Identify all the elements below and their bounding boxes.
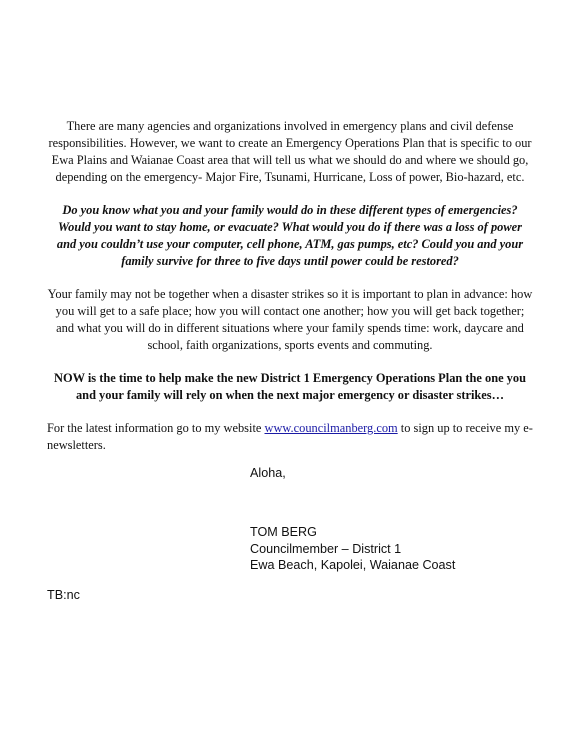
closing-salutation: Aloha, <box>250 466 286 480</box>
letter-body <box>47 118 533 454</box>
signer-title: Councilmember – District 1 <box>250 541 402 556</box>
signer-name: TOM BERG <box>250 525 317 539</box>
signature-block <box>250 524 455 574</box>
intro-paragraph: There are many agencies and organizations involved in emergency plans and civil defense responsibilities. However, we want to create an Emergency Operations Plan that is specific to our Ewa Plains and Waianae Coast area that will tell us what we should do and where we should go, depending on the emergency- Major Fire, Tsunami, Hurricane, Loss of power, Bio-hazard, etc. <box>48 119 532 184</box>
website-text-after: to sign up to receive my e-newsletters. <box>47 421 533 452</box>
signer-area: Ewa Beach, Kapolei, Waianae Coast <box>250 558 456 572</box>
planning-paragraph: Your family may not be together when a disaster strikes so it is important to plan in advance: how you will get to a safe place; how you will contact one another; how you will get back together; and what you will do in different situations where your family spends time: work, daycare and school, faith organizations, sports events and commuting. <box>47 287 533 352</box>
call-to-action-paragraph: NOW is the time to help make the new District 1 Emergency Operations Plan the one you and your family will rely on when the next major emergency or disaster strikes… <box>54 371 526 402</box>
website-link[interactable]: www.councilmanberg.com <box>264 421 398 435</box>
reference-initials: TB:nc <box>47 588 80 602</box>
website-paragraph <box>47 420 533 454</box>
website-text-before: For the latest information go to my website <box>47 421 265 435</box>
questions-paragraph: Do you know what you and your family would do in these different types of emergencies? Would you want to stay home, or evacuate? What would you do if there was a loss of power and you couldn’t use your computer, cell phone, ATM, gas pumps, etc? Could you and your family survive for three to five days until power could be restored? <box>56 203 524 268</box>
